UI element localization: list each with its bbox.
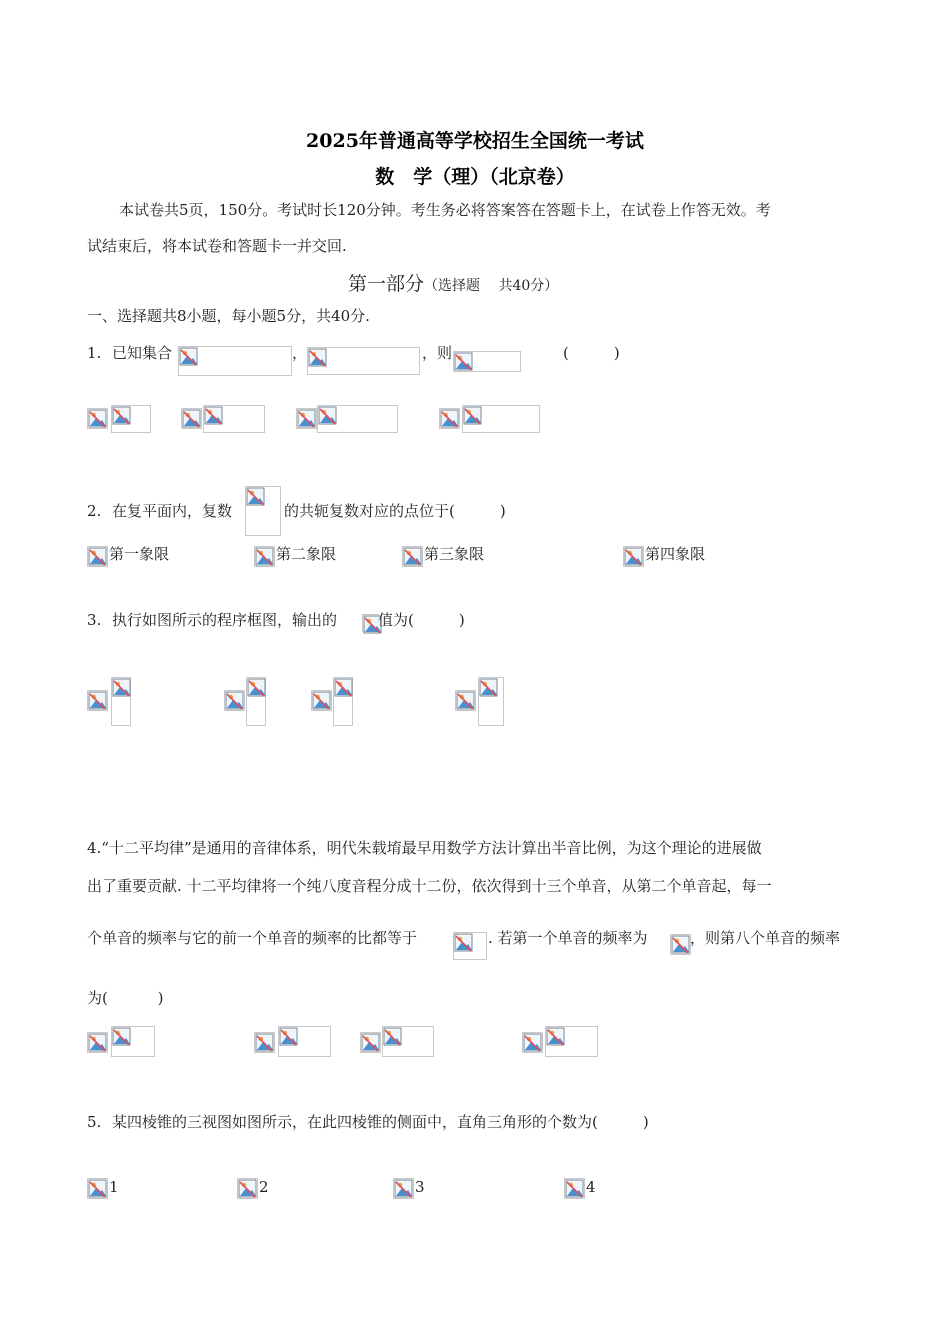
- q1-option-c-label: [296, 408, 317, 429]
- broken-image-icon: [318, 406, 338, 426]
- q2-number: 2.: [87, 502, 102, 520]
- exam-subtitle: 数 学（理）（北京卷）: [375, 166, 575, 188]
- q2-complex-image: [245, 486, 281, 536]
- section-instruction: 一、选择题共8小题，每小题5分，共40分.: [87, 307, 370, 325]
- broken-image-icon: [88, 547, 108, 567]
- q1-option-a-image: [111, 405, 151, 433]
- q3-option-b-image: [246, 677, 266, 726]
- q1-option-b-label: [181, 408, 202, 429]
- q2-option-c: 第三象限: [424, 545, 485, 563]
- broken-image-icon: [456, 691, 476, 711]
- broken-image-icon: [88, 409, 108, 429]
- broken-image-icon: [624, 547, 644, 567]
- q3-option-a-label: [87, 690, 108, 711]
- q3-text-b: 值为( ): [378, 611, 465, 629]
- q1-option-c-image: [317, 405, 398, 433]
- q1-set-b-image: [307, 347, 420, 375]
- broken-image-icon: [463, 406, 483, 426]
- broken-image-icon: [297, 409, 317, 429]
- q5-option-d-label: [564, 1178, 585, 1199]
- q5-option-c-label: [393, 1178, 414, 1199]
- q1-set-a-image: [178, 346, 292, 376]
- q4-option-a-label: [87, 1032, 108, 1053]
- part-title-note: （选择题 共40分）: [424, 278, 559, 294]
- broken-image-icon: [363, 615, 379, 631]
- q4-option-a-image: [111, 1026, 155, 1057]
- q4-line-3b: . 若第一个单音的频率为: [488, 929, 648, 947]
- broken-image-icon: [479, 678, 499, 698]
- q4-line-3a: 个单音的频率与它的前一个单音的频率的比都等于: [87, 929, 418, 947]
- q3-option-d-image: [478, 677, 504, 726]
- broken-image-icon: [112, 406, 132, 426]
- q1-number: 1.: [87, 344, 102, 362]
- broken-image-icon: [454, 933, 474, 953]
- broken-image-icon: [179, 347, 199, 367]
- broken-image-icon: [308, 348, 328, 368]
- broken-image-icon: [403, 547, 423, 567]
- broken-image-icon: [565, 1179, 585, 1199]
- broken-image-icon: [246, 487, 266, 507]
- q2-option-d-label: [623, 546, 644, 567]
- q3-number: 3.: [87, 611, 102, 629]
- q5-text: 某四棱锥的三视图如图所示，在此四棱锥的侧面中，直角三角形的个数为( ): [112, 1113, 649, 1131]
- q1-option-a-label: [87, 408, 108, 429]
- q2-option-d: 第四象限: [645, 545, 706, 563]
- broken-image-icon: [394, 1179, 414, 1199]
- q4-option-c-image: [382, 1026, 434, 1057]
- q1-option-d-label: [439, 408, 460, 429]
- q4-line-2: 出了重要贡献. 十二平均律将一个纯八度音程分成十二份，依次得到十三个单音，从第二个单音起，每一: [87, 877, 772, 895]
- broken-image-icon: [334, 678, 354, 698]
- broken-image-icon: [671, 935, 691, 955]
- q5-option-c: 3: [415, 1178, 425, 1196]
- q2-option-b: 第二象限: [276, 545, 337, 563]
- q4-option-d-label: [522, 1032, 543, 1053]
- broken-image-icon: [88, 691, 108, 711]
- q4-line-4: 为( ): [87, 989, 164, 1007]
- exam-title: 2025年普通高等学校招生全国统一考试: [306, 130, 644, 152]
- q4-ratio-image: [453, 932, 487, 960]
- broken-image-icon: [523, 1033, 543, 1053]
- q1-expression-image: [453, 351, 521, 372]
- intro-line-1: 本试卷共5页，150分。考试时长120分钟。考生务必将答案答在答题卡上，在试卷上作答无效。考: [119, 201, 771, 219]
- q5-option-b: 2: [259, 1178, 269, 1196]
- q4-line-1: 4.“十二平均律”是通用的音律体系，明代朱载堉最早用数学方法计算出半音比例，为这个理论的进展做: [87, 839, 762, 857]
- intro-line-2: 试结束后，将本试卷和答题卡一并交回.: [87, 237, 347, 255]
- q4-option-b-label: [254, 1032, 275, 1053]
- q2-text-a: 在复平面内，复数: [112, 502, 233, 520]
- q3-option-d-label: [455, 690, 476, 711]
- q5-option-a: 1: [109, 1178, 119, 1196]
- broken-image-icon: [204, 406, 224, 426]
- q4-frequency-image: [670, 934, 691, 955]
- broken-image-icon: [361, 1033, 381, 1053]
- q1-option-d-image: [462, 405, 540, 433]
- broken-image-icon: [312, 691, 332, 711]
- q4-option-c-label: [360, 1032, 381, 1053]
- q4-option-b-image: [278, 1026, 331, 1057]
- broken-image-icon: [182, 409, 202, 429]
- q2-text-b: 的共轭复数对应的点位于( ): [284, 502, 506, 520]
- part-title: [348, 269, 558, 296]
- q4-line-3c: ，则第八个单音的频率: [690, 929, 841, 947]
- q4-option-d-image: [545, 1026, 598, 1057]
- broken-image-icon: [238, 1179, 258, 1199]
- broken-image-icon: [255, 547, 275, 567]
- q2-option-a: 第一象限: [109, 545, 170, 563]
- broken-image-icon: [383, 1027, 403, 1047]
- q5-option-b-label: [237, 1178, 258, 1199]
- q5-option-a-label: [87, 1178, 108, 1199]
- q3-variable-image: [362, 614, 379, 632]
- broken-image-icon: [440, 409, 460, 429]
- broken-image-icon: [88, 1033, 108, 1053]
- q5-number: 5.: [87, 1113, 102, 1131]
- q1-sep-2: ，则: [422, 344, 453, 362]
- q2-option-b-label: [254, 546, 275, 567]
- q3-text-a: 执行如图所示的程序框图，输出的: [112, 611, 338, 629]
- q3-option-c-image: [333, 677, 353, 726]
- broken-image-icon: [112, 678, 132, 698]
- q1-text: 已知集合: [112, 344, 173, 362]
- broken-image-icon: [112, 1027, 132, 1047]
- broken-image-icon: [247, 678, 267, 698]
- q1-answer-paren: ( ): [563, 344, 620, 362]
- q2-option-a-label: [87, 546, 108, 567]
- q1-sep-1: ，: [292, 344, 308, 362]
- broken-image-icon: [255, 1033, 275, 1053]
- q2-option-c-label: [402, 546, 423, 567]
- broken-image-icon: [88, 1179, 108, 1199]
- q3-option-c-label: [311, 690, 332, 711]
- broken-image-icon: [454, 352, 474, 372]
- q5-option-d: 4: [586, 1178, 596, 1196]
- q3-option-a-image: [111, 677, 131, 726]
- q1-option-b-image: [203, 405, 265, 433]
- part-title-text: 第一部分: [348, 273, 425, 295]
- broken-image-icon: [546, 1027, 566, 1047]
- broken-image-icon: [225, 691, 245, 711]
- q3-option-b-label: [224, 690, 245, 711]
- broken-image-icon: [279, 1027, 299, 1047]
